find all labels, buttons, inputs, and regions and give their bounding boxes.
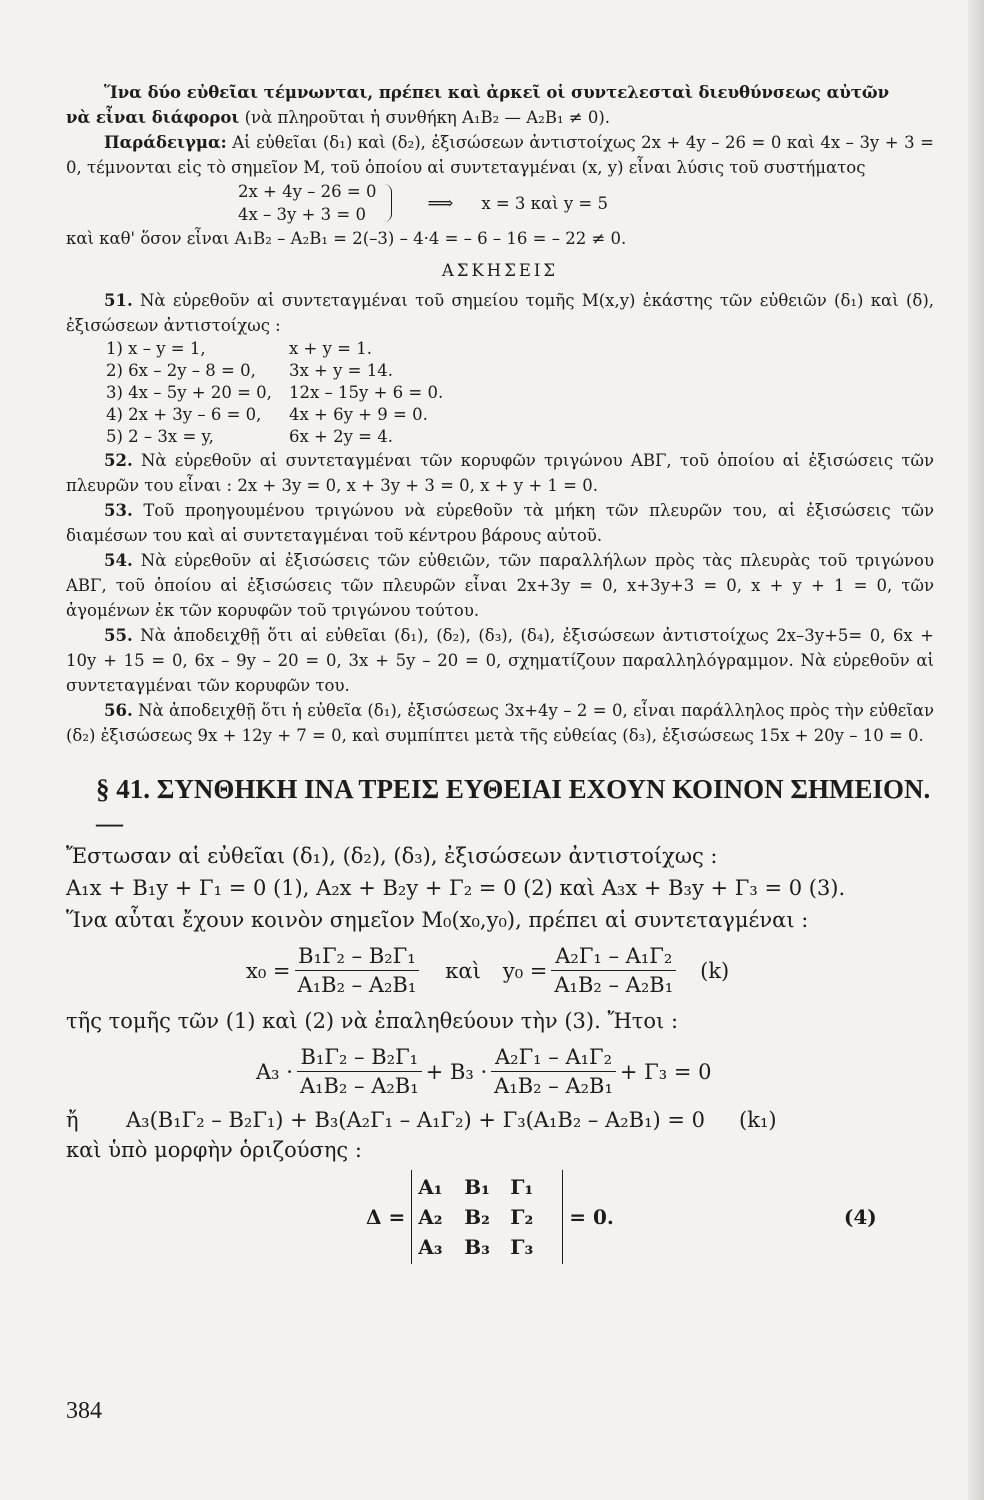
list-item <box>106 404 934 426</box>
system-eq-2: 4x – 3y + 3 = 0 <box>238 205 366 224</box>
page-number: 384 <box>66 1398 102 1424</box>
section-41-line-2: A₁x + B₁y + Γ₁ = 0 (1), A₂x + B₂y + Γ₂ = 0 (2) καὶ A₃x + B₃y + Γ₃ = 0 (3). <box>66 876 846 900</box>
x0-fraction <box>295 942 420 999</box>
exercise-53 <box>66 498 934 548</box>
equation-tag: (4) <box>843 1205 877 1229</box>
exercise-55 <box>66 623 934 698</box>
b3-term: + B₃ · <box>425 1059 488 1084</box>
intro-line-1: Ἵνα δύο εὐθεῖαι τέμνωνται, πρέπει καὶ ἀρκεῖ οἱ συντελεσταὶ διευθύνσεως αὐτῶν <box>104 83 890 102</box>
exercise-number: 55. <box>104 626 133 645</box>
det-cell: A₁ <box>418 1175 443 1199</box>
det-cell: B₂ <box>464 1205 490 1229</box>
list-item <box>106 382 934 404</box>
exercise-text: Νὰ ἀποδειχθῇ ὅτι ἡ εὐθεῖα (δ₁), ἐξισώσεως 3x+4y – 2 = 0, εἶναι παράλληλος πρὸς τὴν εὐθεῖαν (δ₂) ἐξισώσεως 9x + 12y + 7 = 0, καὶ συμπίπτει μετὰ τῆς εὐθείας (δ₃), ἐξισώσεως 15x + 20y – 10 = 0. <box>66 701 934 745</box>
intro-condition: (νὰ πληροῦται ἡ συνθήκη A₁B₂ — A₂B₁ ≠ 0). <box>239 108 611 127</box>
equation-a: 1) x – y = 1, <box>106 339 206 358</box>
fraction-denominator: A₁B₂ – A₂B₁ <box>491 1071 616 1100</box>
list-item <box>106 426 934 448</box>
exercise-text: Νὰ εὑρεθοῦν αἱ συντεταγμέναι τοῦ σημείου τομῆς M(x,y) ἑκάστης τῶν εὐθειῶν (δ₁) καὶ (δ), ἐξισώσεων ἀντιστοίχως : <box>66 291 934 335</box>
det-cell: Γ₁ <box>510 1175 534 1199</box>
implies-arrow: ⟹ <box>427 192 454 214</box>
sub-fraction-1 <box>297 1043 422 1100</box>
fraction-denominator: A₁B₂ – A₂B₁ <box>551 970 676 999</box>
equation-b: 4x + 6y + 9 = 0. <box>289 405 428 424</box>
exercise-number: 54. <box>104 551 133 570</box>
system-solution: x = 3 καὶ y = 5 <box>481 193 608 213</box>
exercise-56 <box>66 698 934 748</box>
gamma3-term: + Γ₃ = 0 <box>619 1059 712 1084</box>
exercise-51-list <box>106 338 934 448</box>
det-lhs: Δ = <box>366 1205 406 1229</box>
exercise-number: 53. <box>104 501 133 520</box>
k1-equation: A₃(B₁Γ₂ – B₂Γ₁) + B₃(A₂Γ₁ – A₁Γ₂) + Γ₃(A₁B₂ – A₂B₁) = 0 <box>126 1108 706 1132</box>
equation-tag: (k₁) <box>739 1108 777 1132</box>
det-cell: Γ₂ <box>510 1205 534 1229</box>
exercise-51 <box>66 288 934 338</box>
equation-a: 5) 2 – 3x = y, <box>106 427 214 446</box>
sub-fraction-2 <box>491 1043 616 1100</box>
fraction-numerator: A₂Γ₁ – A₁Γ₂ <box>555 944 673 968</box>
exercise-text: Τοῦ προηγουμένου τριγώνου νὰ εὑρεθοῦν τὰ μήκη τῶν πλευρῶν του, αἱ ἐξισώσεις τῶν διαμέσων του καὶ αἱ συντεταγμέναι τοῦ κέντρου βάρους αὐτοῦ. <box>66 501 934 545</box>
fraction-denominator: A₁B₂ – A₂B₁ <box>295 970 420 999</box>
det-cell: Γ₃ <box>510 1235 534 1259</box>
intro-line-2 <box>66 105 934 130</box>
example-paragraph <box>66 130 934 180</box>
exercise-text: Νὰ εὑρεθοῦν αἱ ἐξισώσεις τῶν εὐθειῶν, τῶν παραλλήλων πρὸς τὰς πλευρὰς τοῦ τριγώνου ΑΒΓ, τοῦ ὁποίου αἱ ἐξισώσεις τῶν πλευρῶν εἶναι 2x+3y = 0, x+3y+3 = 0, x + y + 1 = 0, τῶν ἀγομένων ἐκ τῶν κορυφῶν τοῦ τριγώνου τούτου. <box>66 551 934 620</box>
exercise-number: 56. <box>104 701 133 720</box>
equation-b: 3x + y = 14. <box>289 361 393 380</box>
equation-b: 6x + 2y = 4. <box>289 427 393 446</box>
section-41-line-3: Ἵνα αὗται ἔχουν κοινὸν σημεῖον M₀(x₀,y₀), πρέπει αἱ συντεταγμέναι : <box>66 908 809 932</box>
det-cell: B₁ <box>464 1175 490 1199</box>
fraction-denominator: A₁B₂ – A₂B₁ <box>297 1071 422 1100</box>
section-41-line-5: καὶ ὑπὸ μορφὴν ὁριζούσης : <box>66 1138 362 1162</box>
y0-lhs: y₀ = <box>502 958 548 983</box>
formula-k <box>246 942 934 999</box>
fraction-numerator: B₁Γ₂ – B₂Γ₁ <box>300 1045 419 1069</box>
eta-word: ἤ <box>66 1108 79 1132</box>
fraction-numerator: A₂Γ₁ – A₁Γ₂ <box>495 1045 613 1069</box>
det-cell: B₃ <box>464 1235 490 1259</box>
list-item <box>106 360 934 382</box>
system-eq-1: 2x + 4y – 26 = 0 <box>238 182 377 201</box>
det-cell: A₃ <box>418 1235 443 1259</box>
fraction-numerator: B₁Γ₂ – B₂Γ₁ <box>298 944 416 968</box>
equation-a: 4) 2x + 3y – 6 = 0, <box>106 405 262 424</box>
equation-tag: (k) <box>700 958 730 983</box>
x0-lhs: x₀ = <box>246 958 291 983</box>
exercises-heading: ΑΣΚΗΣΕΙΣ <box>441 261 559 280</box>
list-item <box>106 338 934 360</box>
equation-a: 3) 4x – 5y + 20 = 0, <box>106 383 272 402</box>
exercise-number: 52. <box>104 451 133 470</box>
formula-k1 <box>66 1106 934 1134</box>
example-label: Παράδειγμα: <box>104 133 227 152</box>
example-closing: καὶ καθ' ὅσον εἶναι A₁B₂ – A₂B₁ = 2(–3) – 4·4 = – 6 – 16 = – 22 ≠ 0. <box>66 229 627 248</box>
determinant-formula <box>366 1170 934 1264</box>
substitution-formula <box>256 1043 934 1100</box>
system-brace <box>383 184 392 222</box>
exercise-52 <box>66 448 934 498</box>
det-cell: A₂ <box>418 1205 443 1229</box>
exercise-number: 51. <box>104 291 133 310</box>
equation-a: 2) 6x – 2y – 8 = 0, <box>106 361 256 380</box>
equation-b: x + y = 1. <box>289 339 372 358</box>
y0-fraction <box>551 942 676 999</box>
det-row <box>418 1232 556 1262</box>
exercise-text: Νὰ ἀποδειχθῇ ὅτι αἱ εὐθεῖαι (δ₁), (δ₂), (δ₃), (δ₄), ἐξισώσεων ἀντιστοίχως 2x–3y+5= 0, 6x + 10y + 15 = 0, 6x – 9y – 20 = 0, 3x + 5y – 20 = 0, σχηματίζουν παραλληλόγραμμον. Νὰ εὑρεθοῦν αἱ συντεταγμέναι τῶν κορυφῶν του. <box>66 626 934 695</box>
example-system <box>238 180 934 226</box>
page-content <box>66 80 934 1264</box>
equation-b: 12x – 15y + 6 = 0. <box>289 383 444 402</box>
det-row <box>418 1172 556 1202</box>
a3-term: A₃ · <box>256 1059 293 1084</box>
exercise-54 <box>66 548 934 623</box>
section-41-line-4: τῆς τομῆς τῶν (1) καὶ (2) νὰ ἐπαληθεύουν τὴν (3). Ἤτοι : <box>66 1009 679 1033</box>
section-41-line-1: Ἔστωσαν αἱ εὐθεῖαι (δ₁), (δ₂), (δ₃), ἐξισώσεων ἀντιστοίχως : <box>66 844 718 868</box>
section-41-title: § 41. ΣΥΝΘΗΚΗ ΙΝΑ ΤΡΕΙΣ ΕΥΘΕΙΑΙ ΕΧΟΥΝ ΚΟΙΝΟΝ ΣΗΜΕΙΟΝ.— <box>96 774 931 838</box>
det-rhs: = 0. <box>569 1205 614 1229</box>
exercise-text: Νὰ εὑρεθοῦν αἱ συντεταγμέναι τῶν κορυφῶν τριγώνου ΑΒΓ, τοῦ ὁποίου αἱ ἐξισώσεις τῶν πλευρῶν του εἶναι : 2x + 3y = 0, x + 3y + 3 = 0, x + y + 1 = 0. <box>66 451 934 495</box>
example-text: Αἱ εὐθεῖαι (δ₁) καὶ (δ₂), ἐξισώσεων ἀντιστοίχως 2x + 4y – 26 = 0 καὶ 4x – 3y + 3 = 0, τέμνονται εἰς τὸ σημεῖον Μ, τοῦ ὁποίου αἱ συντεταγμέναι (x, y) εἶναι λύσις τοῦ συστήματος <box>66 133 934 177</box>
intro-bold: νὰ εἶναι διάφοροι <box>66 108 240 127</box>
kai-word: καὶ <box>445 958 481 983</box>
determinant <box>411 1170 563 1264</box>
det-row <box>418 1202 556 1232</box>
page-edge <box>968 0 984 1500</box>
